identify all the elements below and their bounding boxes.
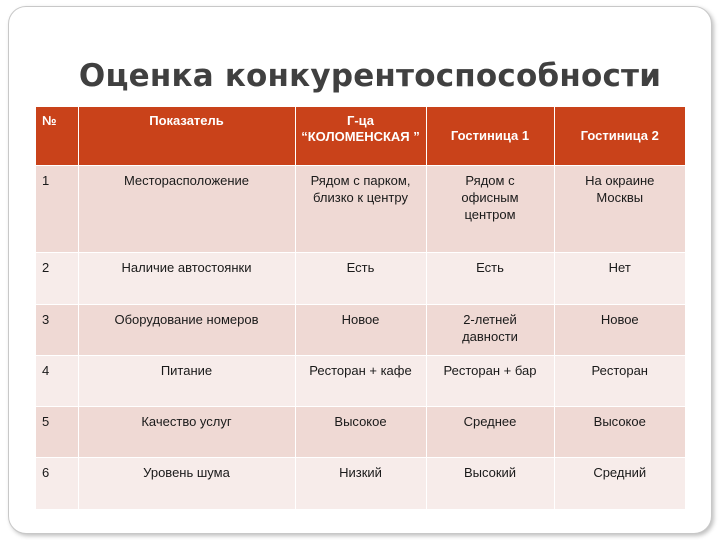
- cell-hotel-2: Новое: [554, 304, 685, 355]
- cell-kolomenskaya: Высокое: [295, 406, 426, 457]
- cell-kolomenskaya: Рядом с парком, близко к центру: [295, 165, 426, 252]
- header-hotel-kolomenskaya: Г-ца “КОЛОМЕНСКАЯ ”: [295, 107, 426, 165]
- table-header-row: [36, 107, 685, 165]
- table-row: [36, 355, 685, 406]
- row-indicator: Наличие автостоянки: [78, 252, 295, 304]
- cell-hotel-2: Средний: [554, 457, 685, 509]
- cell-hotel-1: Ресторан + бар: [426, 355, 554, 406]
- cell-hotel-1: Есть: [426, 252, 554, 304]
- row-indicator: Месторасположение: [78, 165, 295, 252]
- header-number: №: [36, 107, 78, 165]
- row-number: 3: [36, 304, 78, 355]
- cell-hotel-2: Ресторан: [554, 355, 685, 406]
- row-number: 4: [36, 355, 78, 406]
- row-number: 6: [36, 457, 78, 509]
- header-hotel-1: Гостиница 1: [426, 107, 554, 165]
- cell-kolomenskaya: Есть: [295, 252, 426, 304]
- header-hotel-2: Гостиница 2: [554, 107, 685, 165]
- table-row: [36, 252, 685, 304]
- table-row: [36, 165, 685, 252]
- row-indicator: Оборудование номеров: [78, 304, 295, 355]
- cell-hotel-1: Рядом с офисным центром: [426, 165, 554, 252]
- cell-hotel-2: На окраине Москвы: [554, 165, 685, 252]
- row-indicator: Питание: [78, 355, 295, 406]
- cell-hotel-2: Нет: [554, 252, 685, 304]
- page-title: Оценка конкурентоспособности: [78, 58, 662, 94]
- table-row: [36, 457, 685, 509]
- row-indicator: Уровень шума: [78, 457, 295, 509]
- competitiveness-table: [36, 107, 685, 509]
- table-row: [36, 304, 685, 355]
- cell-kolomenskaya: Новое: [295, 304, 426, 355]
- cell-kolomenskaya: Низкий: [295, 457, 426, 509]
- cell-hotel-1: 2-летней давности: [426, 304, 554, 355]
- header-indicator: Показатель: [78, 107, 295, 165]
- cell-hotel-1: Среднее: [426, 406, 554, 457]
- cell-kolomenskaya: Ресторан + кафе: [295, 355, 426, 406]
- row-indicator: Качество услуг: [78, 406, 295, 457]
- row-number: 5: [36, 406, 78, 457]
- row-number: 1: [36, 165, 78, 252]
- cell-hotel-2: Высокое: [554, 406, 685, 457]
- row-number: 2: [36, 252, 78, 304]
- table-row: [36, 406, 685, 457]
- cell-hotel-1: Высокий: [426, 457, 554, 509]
